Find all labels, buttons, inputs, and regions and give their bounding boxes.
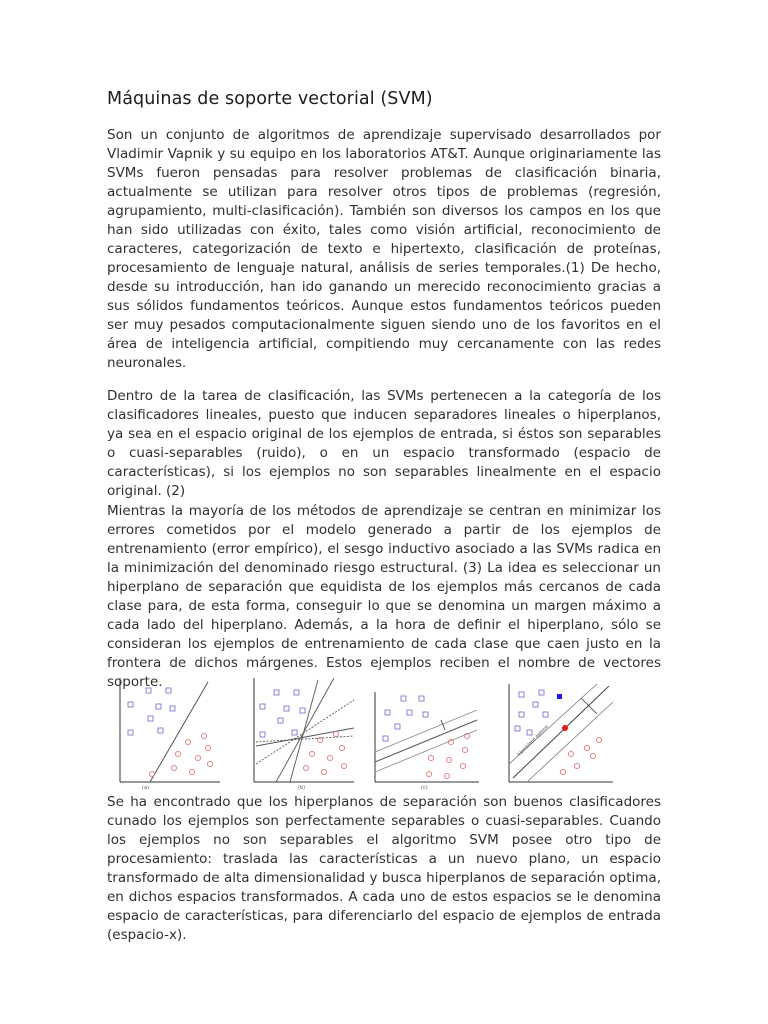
class-b-points: [149, 733, 212, 776]
figure-panel-b: [246, 676, 356, 790]
class-a-points: [128, 688, 175, 735]
paragraph-intro: Son un conjunto de algoritmos de aprendizaje supervisado desarrollados por Vladimir Vapnik y su equipo en los laboratorios AT&T. Aunque originariamente las SVMs fueron pensadas para resolver problemas de clasificación binaria, actualmente se utilizan para resolver otros tipos de problemas (regresión, agrupamiento, multi-clasificación). También son diversos los campos en los que han sido utilizadas con éxito, tales como visión artificial, reconocimiento de caracteres, categorización de texto e hipertexto, clasificación de proteínas, procesamiento de lenguaje natural, análisis de series temporales.(1) De hecho, desde su introducción, han ido ganando un merecido reconocimiento gracias a sus sólidos fundamentos teóricos. Aunque estos fundamentos teóricos pueden ser muy pesados computacionalmente siguen siendo uno de los favoritos en el área de inteligencia artificial, compitiendo muy cercanamente con las redes neuronales.: [107, 127, 661, 371]
paragraph-structural-risk: Mientras la mayoría de los métodos de aprendizaje se centran en minimizar los errores cometidos por el modelo generado a partir de los ejemplos de entrenamiento (error empírico), el sesgo inductivo asociado a las SVMs radica en la minimización del denominado riesgo estructural. (3) La idea es seleccionar un hiperplano de separación que equidista de los ejemplos más cercanos de cada clase para, de esta forma, conseguir lo que se denomina un margen máximo a cada lado del hiperplano. Además, a la hora de definir el hiperplano, sólo se consideran los ejemplos de entrenamiento de cada clase que caen justo en la frontera de dichos márgenes. Estos ejemplos reciben el nombre de vectores soporte.: [107, 503, 661, 690]
optimal-hyperplane-label: hiperplano óptimo: [516, 724, 550, 758]
support-vector-b: [562, 725, 568, 731]
panel-label-a: (a): [142, 785, 149, 790]
figure-panel-a: [112, 676, 222, 790]
figure-panel-c: [371, 690, 481, 790]
panel-label-b: (b): [298, 785, 306, 790]
panel-label-c: (c): [421, 785, 428, 790]
figure-panel-d: [505, 682, 615, 790]
support-vector-a: [557, 694, 562, 699]
document-title: Máquinas de soporte vectorial (SVM): [107, 89, 433, 109]
paragraph-feature-space: Se ha encontrado que los hiperplanos de separación son buenos clasificadores cunado los ejemplos son perfectamente separables o cuasi-separables. Cuando los ejemplos no son separables el algoritmo SVM posee otro tipo de procesamiento: traslada las características a un nuevo plano, un espacio transformado de alta dimensionalidad y busca hiperplanos de separación optima, en dichos espacios transformados. A cada uno de estos espacios se le denomina espacio de características, para diferenciarlo del espacio de ejemplos de entrada (espacio-x).: [107, 794, 661, 943]
paragraph-linear-classifiers: Dentro de la tarea de clasificación, las SVMs pertenecen a la categoría de los clasificadores lineales, puesto que inducen separadores lineales o hiperplanos, ya sea en el espacio original de los ejemplos de entrada, si éstos son separables o cuasi-separables (ruido), o en un espacio transformado (espacio de características), si los ejemplos no son separables linealmente en el espacio original. (2): [107, 388, 661, 499]
svm-hyperplane-figures: [112, 676, 657, 790]
